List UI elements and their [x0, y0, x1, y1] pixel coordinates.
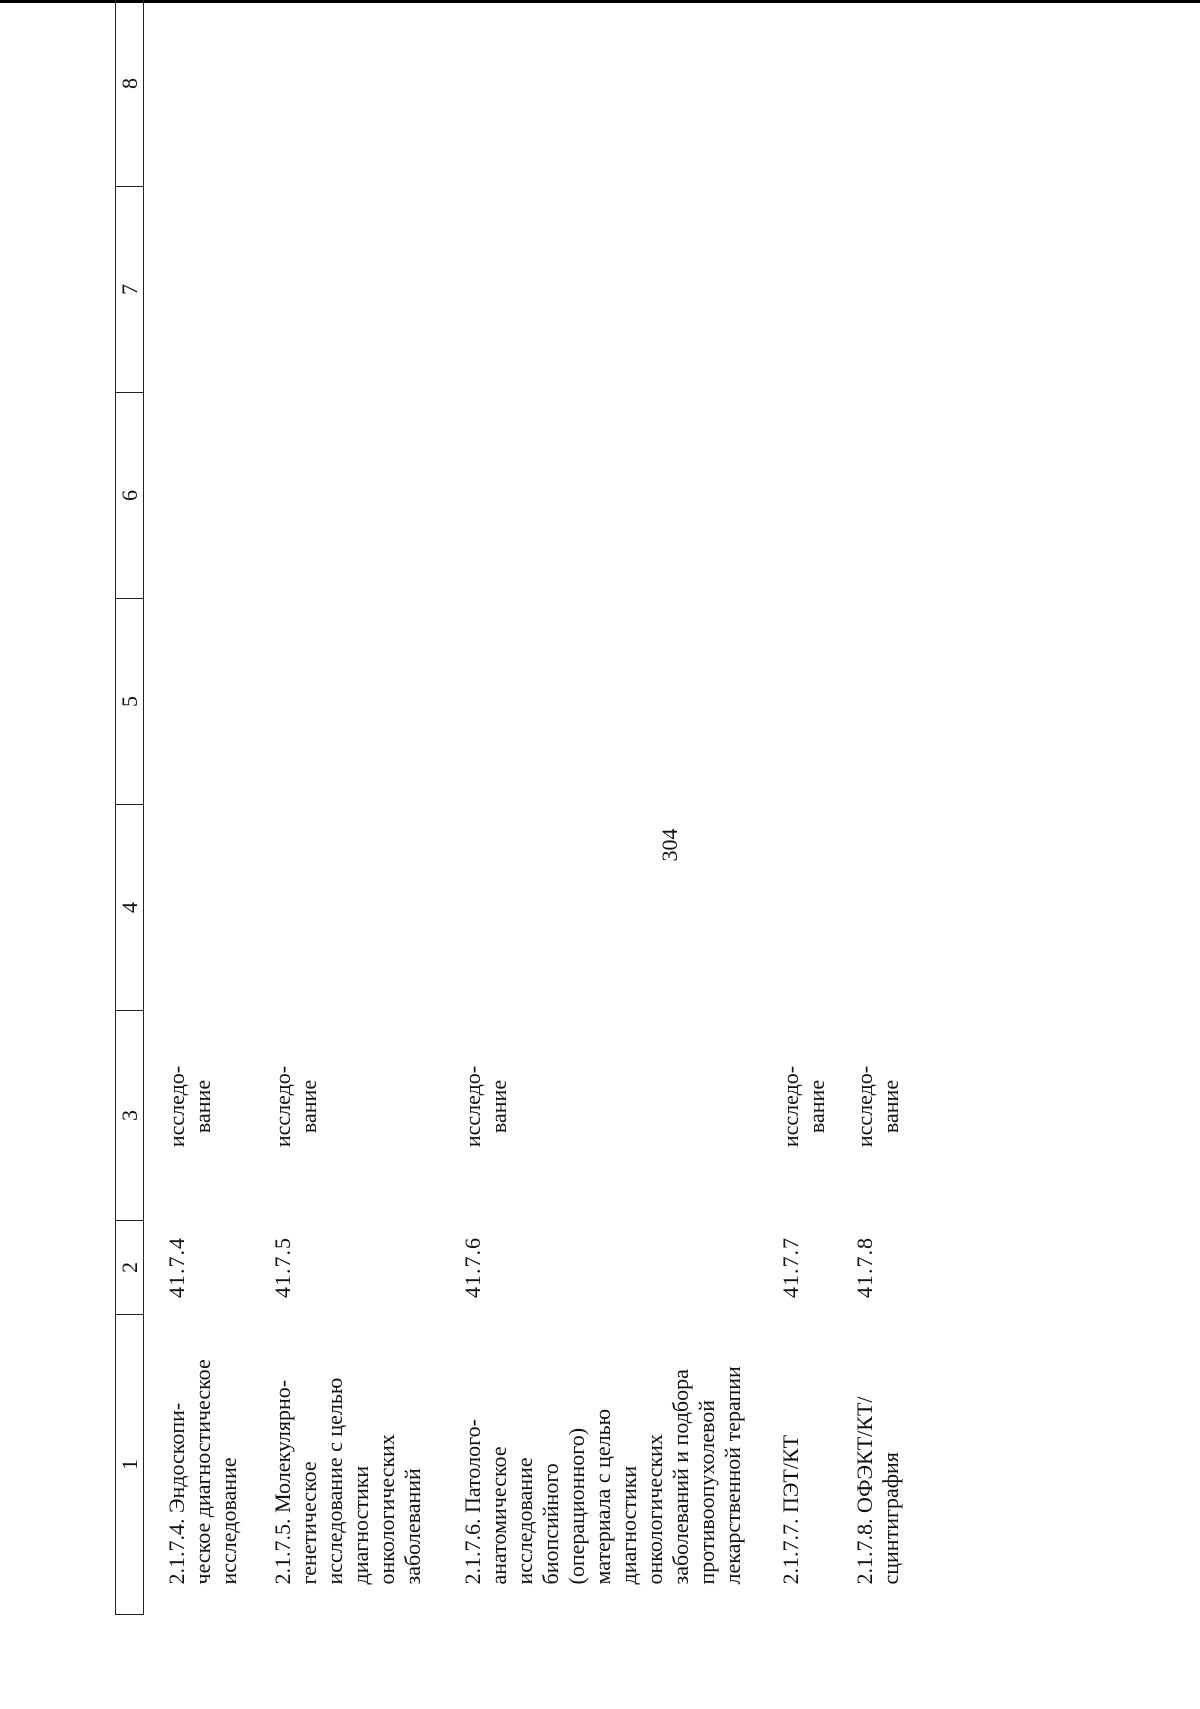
col-header-8: 8 — [116, 0, 144, 187]
row-code-text: 41.7.6 — [460, 1237, 485, 1298]
row-name — [426, 1315, 746, 1615]
row-name — [830, 1315, 904, 1615]
row-cell-6 — [746, 393, 830, 599]
table-row — [746, 0, 830, 1615]
row-unit-text: исследо- вание — [778, 1065, 829, 1148]
row-code — [242, 1221, 426, 1315]
row-code-text: 41.7.7 — [778, 1237, 803, 1298]
row-cell-4 — [426, 805, 746, 1011]
col-header-2: 2 — [116, 1221, 144, 1315]
row-cell-6 — [830, 393, 904, 599]
row-code — [144, 1221, 243, 1315]
col-header-4: 4 — [116, 805, 144, 1011]
table-row — [426, 0, 746, 1615]
row-cell-7 — [144, 187, 243, 393]
table-row — [144, 0, 243, 1615]
row-unit-text: исследо- вание — [460, 1065, 511, 1148]
row-cell-4 — [830, 805, 904, 1011]
row-name — [242, 1315, 426, 1615]
row-cell-8 — [830, 0, 904, 187]
col-header-5: 5 — [116, 599, 144, 805]
row-cell-8 — [144, 0, 243, 187]
row-cell-5 — [426, 599, 746, 805]
row-cell-5 — [746, 599, 830, 805]
row-unit — [426, 1011, 746, 1221]
row-name-text: 2.1.7.4. Эндоскопи- ческое диагностическое исследование — [164, 1359, 241, 1585]
row-cell-7 — [242, 187, 426, 393]
row-cell-8 — [746, 0, 830, 187]
row-cell-5 — [830, 599, 904, 805]
row-cell-6 — [242, 393, 426, 599]
data-table — [115, 0, 904, 1615]
col-header-1: 1 — [116, 1315, 144, 1615]
row-cell-8 — [242, 0, 426, 187]
row-cell-8 — [426, 0, 746, 187]
row-unit — [144, 1011, 243, 1221]
row-cell-6 — [426, 393, 746, 599]
col-header-3: 3 — [116, 1011, 144, 1221]
row-cell-4 — [242, 805, 426, 1011]
col-header-6: 6 — [116, 393, 144, 599]
row-code — [746, 1221, 830, 1315]
row-cell-5 — [144, 599, 243, 805]
row-cell-4 — [746, 805, 830, 1011]
col-header-7: 7 — [116, 187, 144, 393]
row-name — [746, 1315, 830, 1615]
row-code-text: 41.7.5 — [270, 1237, 295, 1298]
row-cell-7 — [746, 187, 830, 393]
row-cell-6 — [144, 393, 243, 599]
row-code-text: 41.7.8 — [852, 1237, 877, 1298]
page-number: 304 — [657, 828, 682, 862]
row-unit — [830, 1011, 904, 1221]
row-cell-4 — [144, 805, 243, 1011]
row-name-text: 2.1.7.8. ОФЭКТ/КТ/ сцинтиграфия — [852, 1396, 903, 1585]
table-row — [830, 0, 904, 1615]
header-row — [116, 0, 144, 1615]
row-unit — [242, 1011, 426, 1221]
row-code-text: 41.7.4 — [164, 1237, 189, 1298]
row-cell-5 — [242, 599, 426, 805]
row-name-text: 2.1.7.7. ПЭТ/КТ — [778, 1434, 803, 1585]
row-cell-7 — [830, 187, 904, 393]
row-cell-7 — [426, 187, 746, 393]
row-name-text: 2.1.7.6. Патолого- анатомическое исследование биопсийного (операционного) материала с целью диагностики онкологических заболеваний и подбора противоопухолевой лекарственной терапии — [460, 1366, 745, 1585]
row-code — [426, 1221, 746, 1315]
rotated-page — [115, 35, 915, 1615]
row-unit — [746, 1011, 830, 1221]
row-name — [144, 1315, 243, 1615]
row-name-text: 2.1.7.5. Молекулярно- генетическое исследование с целью диагностики онкологических заболеваний — [270, 1377, 425, 1585]
row-unit-text: исследо- вание — [852, 1065, 903, 1148]
row-unit-text: исследо- вание — [164, 1065, 215, 1148]
row-code — [830, 1221, 904, 1315]
table-row — [242, 0, 426, 1615]
row-unit-text: исследо- вание — [270, 1065, 321, 1148]
